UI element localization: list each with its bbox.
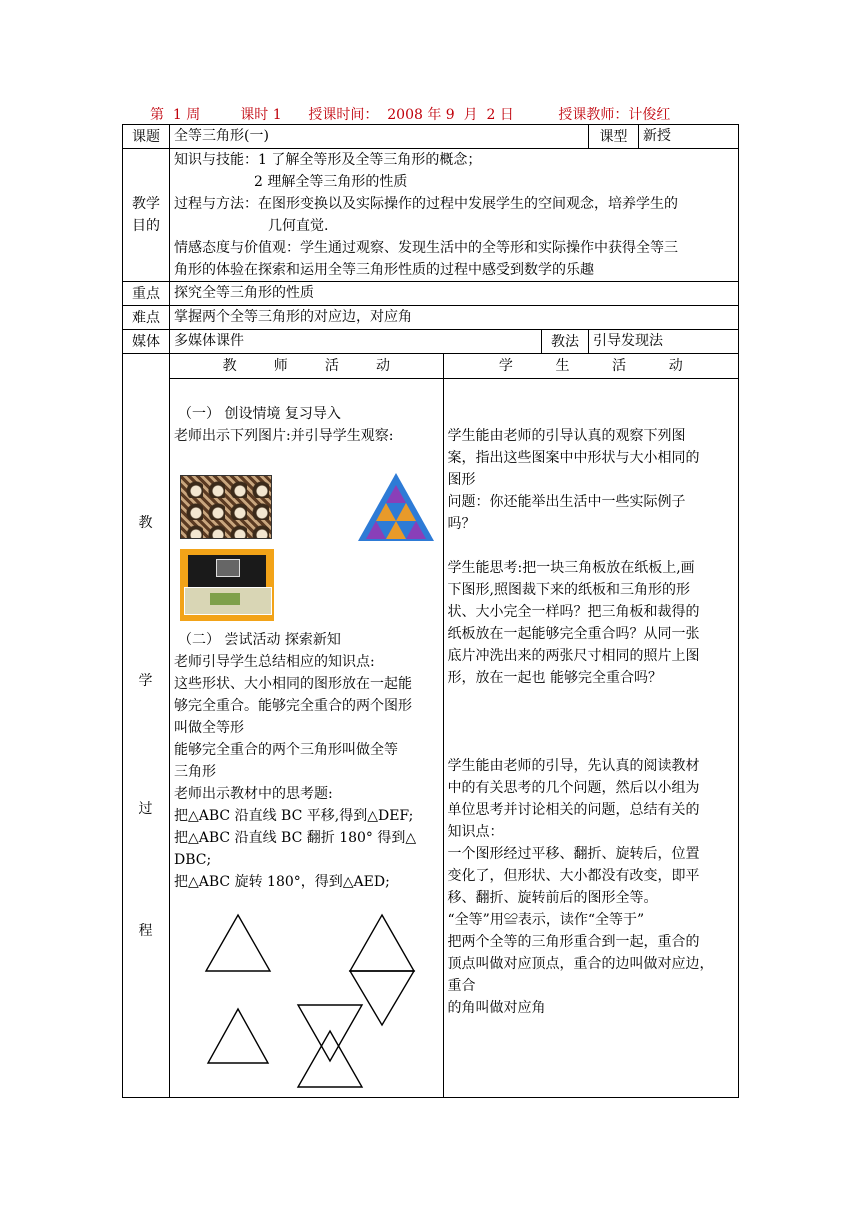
process-label: 教 学 过 程 bbox=[123, 354, 170, 1098]
type-value: 新授 bbox=[639, 125, 739, 149]
sierpinski-triangle-image bbox=[356, 471, 436, 543]
pattern-photo bbox=[180, 475, 272, 539]
triangle-abc bbox=[206, 915, 270, 971]
topic-value: 全等三角形(一) bbox=[170, 125, 589, 149]
teacher-activity: （一） 创设情境 复习导入 老师出示下列图片:并引导学生观察: （二） 尝试活动 探索新知 老师引导学生总结相应的知识点: 这些形状、大小相同的图形放在一起能 够完全重合。能够完全重合的两个图形 叫做全等形 能够完全重合的两个三角形叫做全等 三角形 老师出示教材中的思考题: 把△ABC 沿直线 BC 平移,得到△DEF; 把△ABC 沿直线 BC 翻折 180° 得到△ DBC; 把△ABC 旋转 180°，得到△AED; bbox=[170, 379, 443, 1098]
method-value: 引导发现法 bbox=[589, 330, 739, 354]
goal-content: 知识与技能：1 了解全等形及全等三角形的概念； 2 理解全等三角形的性质 过程与方法：在图形变换以及实际操作的过程中发展学生的空间观念，培养学生的 几何直觉. 情感态度与价值观：学生通过观察、发现生活中的全等形和实际操作中获得全等三 角形的体验在探索和运用全等三角形性质的过程中感受到数学的乐趣 bbox=[170, 149, 739, 282]
lesson-header: 第 1 周 课时 1 授课时间： 2008 年 9 月 2 日 授课教师：计俊红 bbox=[150, 107, 671, 123]
media-label: 媒体 bbox=[123, 330, 170, 354]
goal-label: 教学 目的 bbox=[123, 149, 170, 282]
topic-label: 课题 bbox=[123, 125, 170, 149]
media-value: 多媒体课件 bbox=[170, 330, 542, 354]
hourglass-top bbox=[298, 1005, 362, 1061]
triangle-top-up bbox=[350, 915, 414, 971]
hourglass-bottom bbox=[298, 1031, 362, 1087]
activity-table bbox=[170, 354, 738, 1097]
lesson-plan-table bbox=[122, 124, 739, 1098]
teacher-activity-header: 教 师 活 动 bbox=[170, 354, 443, 379]
method-label: 教法 bbox=[542, 330, 589, 354]
triangle-translated bbox=[208, 1009, 268, 1063]
student-activity: 学生能由老师的引导认真的观察下列图 案，指出这些图案中中形状与大小相同的 图形 问题：你还能举出生活中一些实际例子 吗？ 学生能思考:把一块三角板放在纸板上,画 下图形,照图裁下来的纸板和三角形的形 状、大小完全一样吗？把三角板和裁得的 纸板放在一起能够完全重合吗？从同一张 底片冲洗出来的两张尺寸相同的照片上图 形，放在一起也 能够完全重合吗？ 学生能由老师的引导，先认真的阅读教材 中的有关思考的几个问题，然后以小组为 单位思考并讨论相关的问题，总结有关的 知识点： 一个图形经过平移、翻折、旋转后，位置 变化了，但形状、大小都没有改变，即平 移、翻折、旋转前后的图形全等。 “全等”用≌表示，读作“全等于” 把两个全等的三角形重合到一起，重合的 顶点叫做对应顶点，重合的边叫做对应边， 重合 的角叫做对应角 bbox=[447, 428, 714, 1016]
student-activity-header: 学 生 活 动 bbox=[443, 354, 738, 379]
triangle-transformations-diagram bbox=[204, 913, 434, 1089]
key-label: 重点 bbox=[123, 282, 170, 306]
difficulty-label: 难点 bbox=[123, 306, 170, 330]
stage-photo bbox=[180, 549, 274, 621]
difficulty-value: 掌握两个全等三角形的对应边，对应角 bbox=[170, 306, 739, 330]
triangle-top-down bbox=[350, 971, 414, 1025]
type-label: 课型 bbox=[589, 125, 639, 149]
key-value: 探究全等三角形的性质 bbox=[170, 282, 739, 306]
